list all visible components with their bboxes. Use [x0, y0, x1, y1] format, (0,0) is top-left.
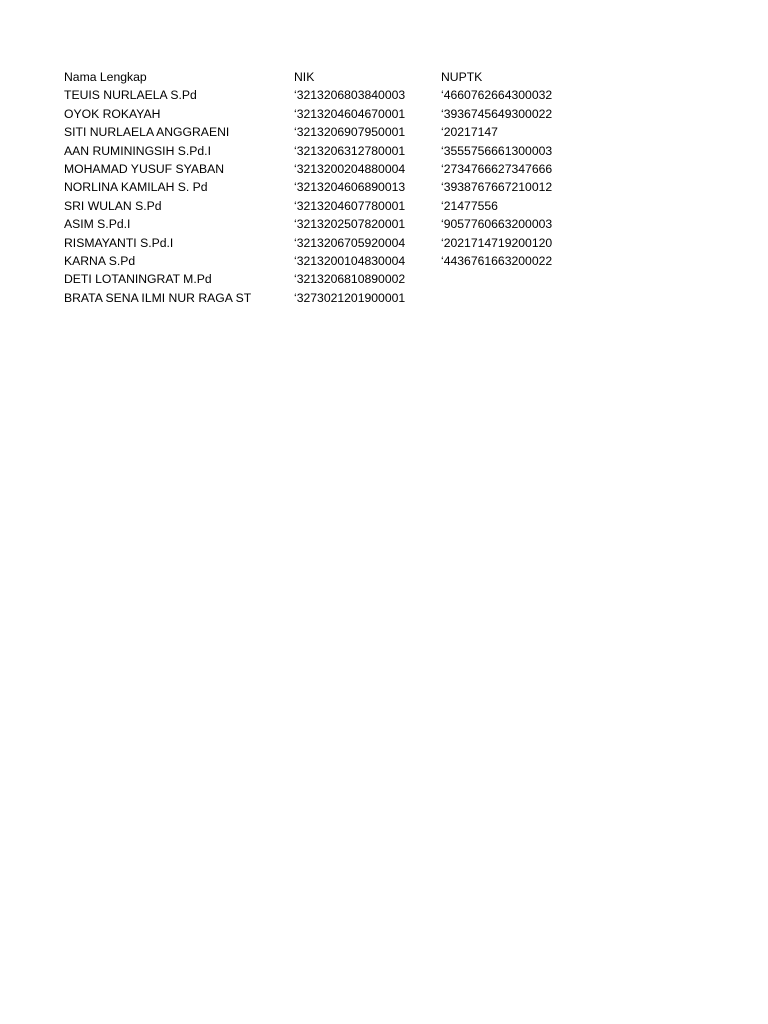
table-row — [64, 215, 704, 233]
table-row — [64, 123, 704, 141]
cell-name: SITI NURLAELA ANGGRAENI — [64, 125, 230, 140]
cell-name: KARNA S.Pd — [64, 253, 136, 268]
cell-nik: ‘3213206312780001 — [294, 143, 406, 158]
table-row — [64, 234, 704, 252]
data-table — [64, 68, 704, 307]
cell-name: AAN RUMININGSIH S.Pd.I — [64, 143, 211, 158]
table-row — [64, 289, 704, 307]
table-row — [64, 105, 704, 123]
header-nik: NIK — [294, 70, 315, 84]
cell-name: BRATA SENA ILMI NUR RAGA ST — [64, 290, 252, 305]
table-row — [64, 142, 704, 160]
table-row — [64, 252, 704, 270]
cell-nik: ‘3213206803840003 — [294, 88, 406, 103]
cell-nuptk: ‘3555756661300003 — [441, 143, 553, 158]
cell-nuptk: ‘4436761663200022 — [441, 253, 553, 268]
cell-nik: ‘3213200204880004 — [294, 161, 406, 176]
cell-name: ASIM S.Pd.I — [64, 217, 131, 232]
cell-name: RISMAYANTI S.Pd.I — [64, 235, 174, 250]
table-row — [64, 270, 704, 288]
cell-nik: ‘3213206705920004 — [294, 235, 406, 250]
cell-nik: ‘3213206810890002 — [294, 272, 406, 287]
cell-name: NORLINA KAMILAH S. Pd — [64, 180, 208, 195]
cell-nuptk: ‘2734766627347666 — [441, 161, 553, 176]
cell-name: TEUIS NURLAELA S.Pd — [64, 88, 197, 103]
cell-nik: ‘3213204607780001 — [294, 198, 406, 213]
table-row — [64, 178, 704, 196]
cell-nik: ‘3213206907950001 — [294, 125, 406, 140]
cell-nuptk: ‘3938767667210012 — [441, 180, 553, 195]
cell-nuptk: ‘4660762664300032 — [441, 88, 553, 103]
cell-nuptk: ‘2021714719200120 — [441, 235, 553, 250]
cell-nik: ‘3213204604670001 — [294, 106, 406, 121]
table-row — [64, 86, 704, 104]
cell-name: SRI WULAN S.Pd — [64, 198, 162, 213]
cell-name: DETI LOTANINGRAT M.Pd — [64, 272, 212, 287]
cell-nik: ‘3213200104830004 — [294, 253, 406, 268]
cell-nuptk: ‘3936745649300022 — [441, 106, 553, 121]
cell-nuptk: ‘20217147 — [441, 125, 498, 140]
cell-nik: ‘3213204606890013 — [294, 180, 406, 195]
cell-nuptk: ‘21477556 — [441, 198, 498, 213]
header-nuptk: NUPTK — [441, 70, 483, 84]
cell-name: OYOK ROKAYAH — [64, 106, 161, 121]
header-nama-lengkap: Nama Lengkap — [64, 70, 147, 84]
table-row — [64, 160, 704, 178]
cell-nuptk: ‘9057760663200003 — [441, 217, 553, 232]
cell-nik: ‘3273021201900001 — [294, 290, 406, 305]
cell-name: MOHAMAD YUSUF SYABAN — [64, 161, 225, 176]
table-row — [64, 197, 704, 215]
cell-nik: ‘3213202507820001 — [294, 217, 406, 232]
table-header-row — [64, 68, 704, 86]
